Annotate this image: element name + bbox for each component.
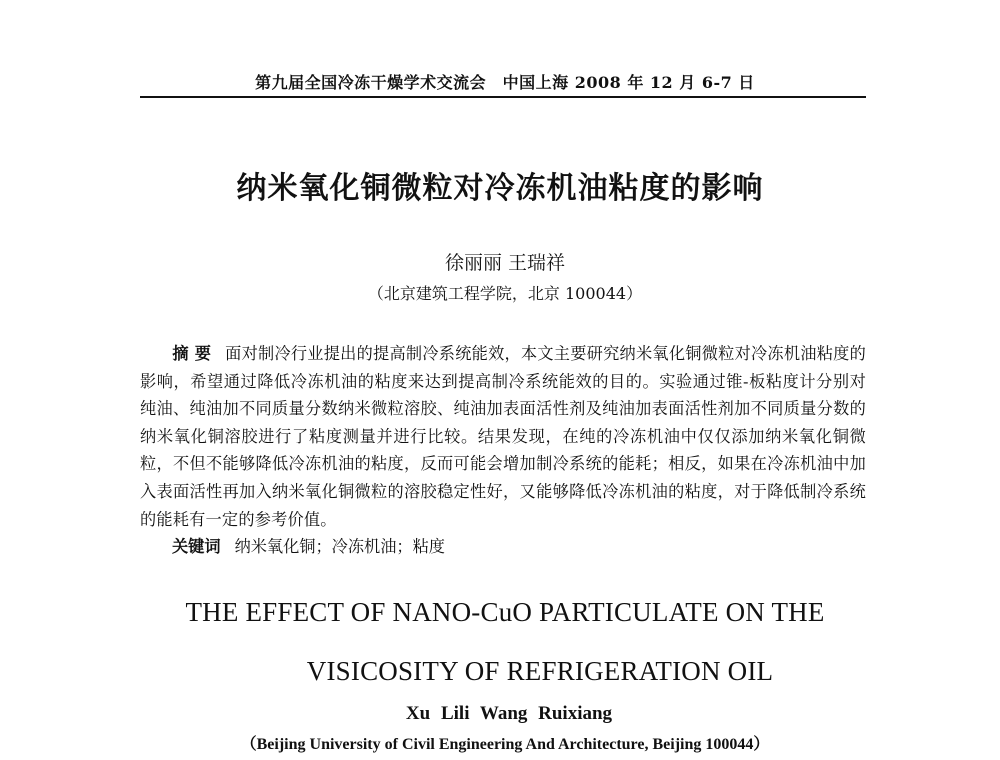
title-english-line-1: THE EFFECT OF NANO-CuO PARTICULATE ON THE <box>185 597 825 627</box>
abstract-label: 摘 要 <box>172 344 212 363</box>
keywords-label: 关键词 <box>172 537 221 556</box>
authors-chinese: 徐丽丽 王瑞祥 <box>444 252 566 274</box>
header-rule <box>140 96 866 98</box>
keywords-chinese <box>172 533 445 557</box>
running-head: 第九届全国冷冻干燥学术交流会 中国上海 2008 年 12 月 6-7 日 <box>255 73 755 92</box>
abstract-chinese <box>140 340 866 533</box>
title-chinese: 纳米氧化铜微粒对冷冻机油粘度的影响 <box>236 171 764 206</box>
affiliation-english: （Beijing University of Civil Engineering And Architecture, Beijing 100044） <box>240 736 770 753</box>
affiliation-chinese: （北京建筑工程学院，北京 100044） <box>367 284 643 303</box>
abstract-text: 面对制冷行业提出的提高制冷系统能效，本文主要研究纳米氧化铜微粒对冷冻机油粘度的影响，希望通过降低冷冻机油的粘度来达到提高制冷系统能效的目的。实验通过锥-板粘度计分别对纯油、纯油加不同质量分数纳米微粒溶胶、纯油加表面活性剂及纯油加表面活性剂加不同质量分数的纳米氧化铜溶胶进行了粘度测量并进行比较。结果发现，在纯的冷冻机油中仅仅添加纳米氧化铜微粒，不但不能够降低冷冻机油的粘度，反而可能会增加制冷系统的能耗；相反，如果在冷冻机油中加入表面活性再加入纳米氧化铜微粒的溶胶稳定性好，又能够降低冷冻机油的粘度，对于降低制冷系统的能耗有一定的参考价值。 <box>140 344 866 529</box>
authors-english: Xu Lili Wang Ruixiang <box>405 703 613 724</box>
keywords-text: 纳米氧化铜；冷冻机油；粘度 <box>234 537 445 556</box>
title-english-line-2: VISICOSITY OF REFRIGERATION OIL <box>306 656 774 686</box>
